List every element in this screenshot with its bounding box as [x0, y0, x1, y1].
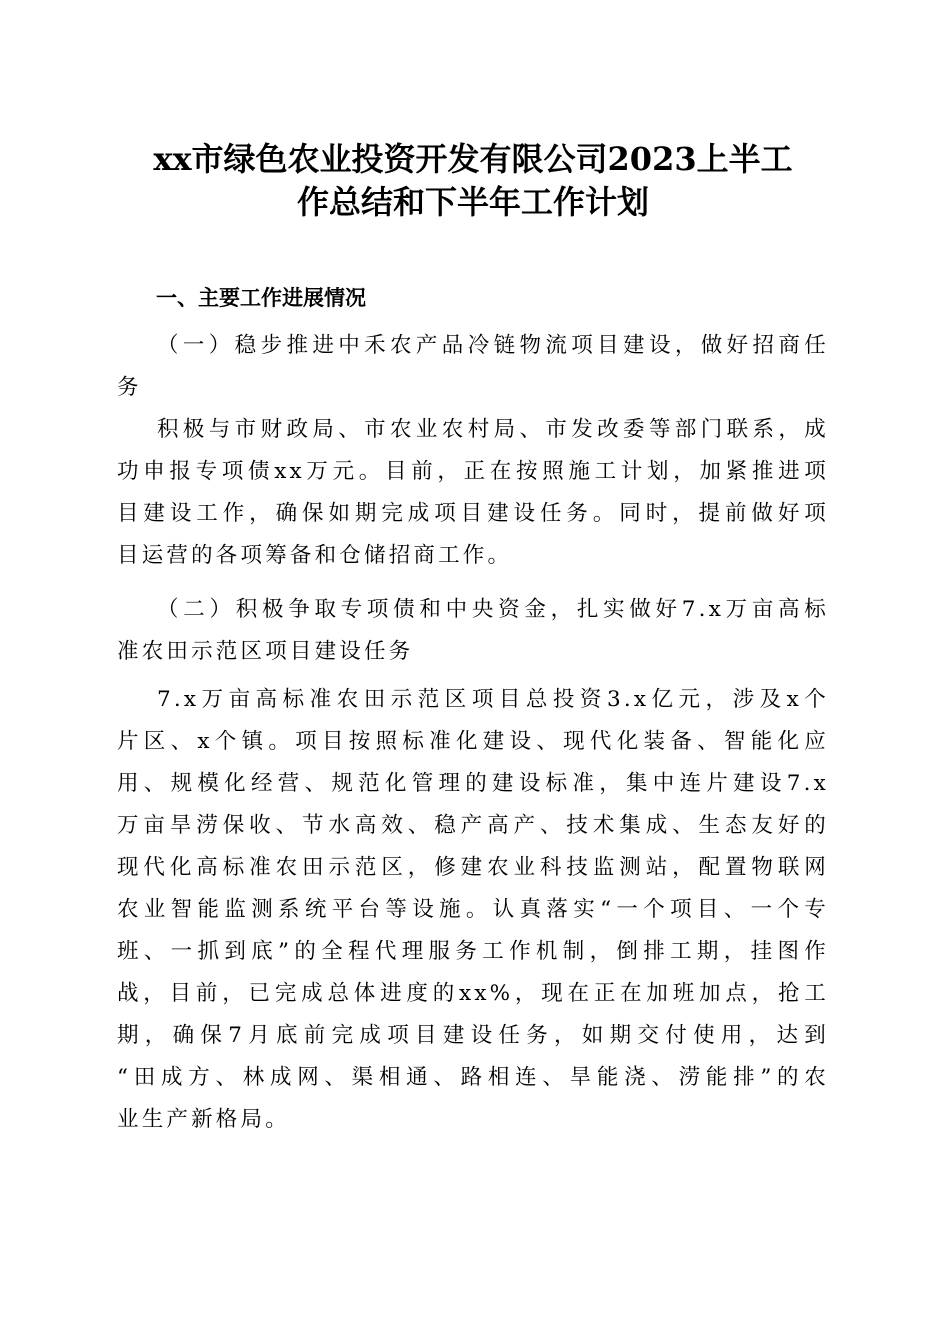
subsection-heading-line: 准农田示范区项目建设任务 [117, 639, 414, 664]
paragraph-line: 班、一抓到底”的全程代理服务工作机制，倒排工期，挂图作 [117, 939, 829, 964]
subsection-heading-line: （二）积极争取专项债和中央资金，扎实做好7.x万亩高标 [157, 597, 829, 622]
paragraph-line: 功申报专项债xx万元。目前，正在按照施工计划，加紧推进项 [117, 459, 829, 484]
paragraph-line: 片区、x个镇。项目按照标准化建设、现代化装备、智能化应 [117, 729, 829, 754]
paragraph-line: 业生产新格局。 [117, 1107, 290, 1132]
subsection-heading [117, 325, 829, 409]
document-title [117, 138, 829, 224]
title-line: xx市绿色农业投资开发有限公司2023上半工 [153, 140, 793, 178]
paragraph-line: 现代化高标准农田示范区，修建农业科技监测站，配置物联网 [117, 855, 829, 880]
paragraph-line: 农业智能监测系统平台等设施。认真落实“一个项目、一个专 [117, 897, 829, 922]
paragraph-line: 期，确保7月底前完成项目建设任务，如期交付使用，达到 [117, 1023, 829, 1048]
paragraph [117, 409, 829, 577]
subsection-heading-line: （一）稳步推进中禾农产品冷链物流项目建设，做好招商任 [157, 333, 829, 358]
section-heading: 一、主要工作进展情况 [156, 286, 366, 310]
paragraph-line: 目建设工作，确保如期完成项目建设任务。同时，提前做好项 [117, 501, 829, 526]
paragraph-line: 万亩旱涝保收、节水高效、稳产高产、技术集成、生态友好的 [117, 813, 829, 838]
paragraph-line: “田成方、林成网、渠相通、路相连、旱能浇、涝能排”的农 [117, 1065, 829, 1090]
paragraph-line: 战，目前，已完成总体进度的xx%，现在正在加班加点，抢工 [117, 981, 829, 1006]
paragraph-line: 7.x万亩高标准农田示范区项目总投资3.x亿元，涉及x个 [157, 687, 829, 712]
subsection-heading-line: 务 [117, 375, 142, 400]
paragraph-line: 目运营的各项筹备和仓储招商工作。 [117, 543, 513, 568]
paragraph [117, 679, 829, 1141]
title-line: 作总结和下半年工作计划 [296, 183, 649, 221]
subsection-heading [117, 589, 829, 673]
paragraph-line: 积极与市财政局、市农业农村局、市发改委等部门联系，成 [157, 417, 829, 442]
paragraph-line: 用、规模化经营、规范化管理的建设标准，集中连片建设7.x [117, 771, 829, 796]
